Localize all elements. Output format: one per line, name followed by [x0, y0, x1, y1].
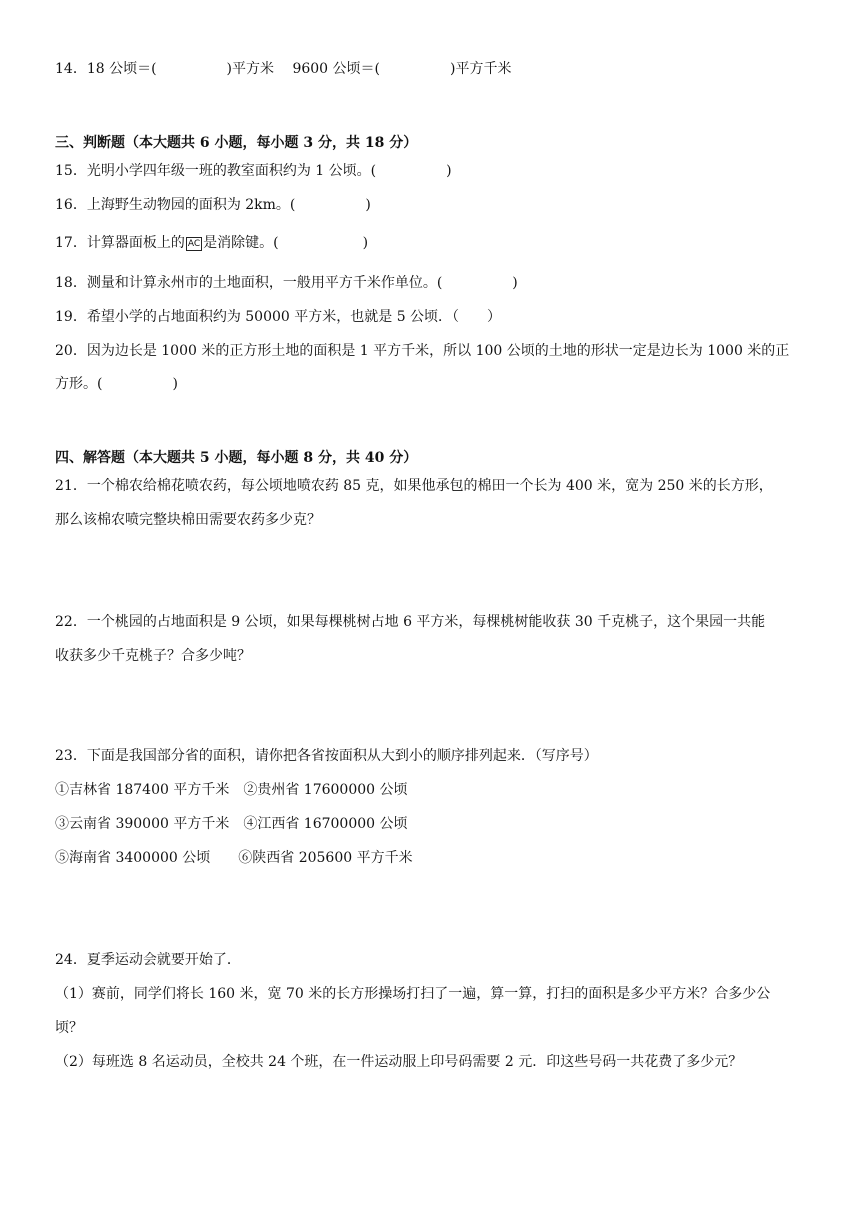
question-21-line-2: 那么该棉农喷完整块棉田需要农药多少克？ [55, 512, 321, 528]
question-20-line-2: 方形。( ) [55, 376, 178, 392]
question-14: 14．18 公顷＝( )平方米 9600 公顷＝( )平方千米 [55, 61, 512, 77]
question-19: 19．希望小学的占地面积约为 50000 平方米，也就是 5 公顷．（ ） [55, 309, 502, 325]
question-17 [55, 233, 368, 253]
question-15: 15．光明小学四年级一班的教室面积约为 1 公顷。( ) [55, 163, 452, 179]
question-23-line-1: 23．下面是我国部分省的面积，请你把各省按面积从大到小的顺序排列起来．（写序号） [55, 748, 598, 764]
question-24-line-1: 24．夏季运动会就要开始了． [55, 952, 241, 968]
section-4-title: 四、解答题（本大题共 5 小题，每小题 8 分，共 40 分） [55, 450, 418, 466]
question-23-line-2: ①吉林省 187400 平方千米 ②贵州省 17600000 公顷 [55, 782, 408, 798]
section-3-title: 三、判断题（本大题共 6 小题，每小题 3 分，共 18 分） [55, 135, 418, 151]
question-23-line-3: ③云南省 390000 平方千米 ④江西省 16700000 公顷 [55, 816, 408, 832]
question-22-line-1: 22．一个桃园的占地面积是 9 公顷，如果每棵桃树占地 6 平方米，每棵桃树能收获 30 千克桃子，这个果园一共能 [55, 614, 766, 630]
question-22-line-2: 收获多少千克桃子？合多少吨？ [55, 648, 251, 664]
question-24-line-3: 顷？ [55, 1020, 83, 1036]
question-20-line-1: 20．因为边长是 1000 米的正方形土地的面积是 1 平方千米，所以 100 公顷的土地的形状一定是边长为 1000 米的正 [55, 343, 790, 359]
question-16: 16．上海野生动物园的面积为 2km。( ) [55, 197, 371, 213]
question-24-line-4: （2）每班选 8 名运动员，全校共 24 个班，在一件运动服上印号码需要 2 元．印这些号码一共花费了多少元？ [55, 1054, 743, 1070]
question-21-line-1: 21．一个棉农给棉花喷农药，每公顷地喷农药 85 克，如果他承包的棉田一个长为 400 米，宽为 250 米的长方形， [55, 478, 773, 494]
question-17-text-a: 17．计算器面板上的 [55, 235, 185, 251]
question-24-line-2: （1）赛前，同学们将长 160 米，宽 70 米的长方形操场打扫了一遍，算一算，打扫的面积是多少平方米？合多少公 [55, 986, 771, 1002]
question-23-line-4: ⑤海南省 3400000 公顷 ⑥陕西省 205600 平方千米 [55, 850, 413, 866]
ac-key-icon: AC [187, 239, 201, 249]
question-17-text-b: 是消除键。( ) [203, 235, 369, 251]
question-18: 18．测量和计算永州市的土地面积，一般用平方千米作单位。( ) [55, 275, 518, 291]
